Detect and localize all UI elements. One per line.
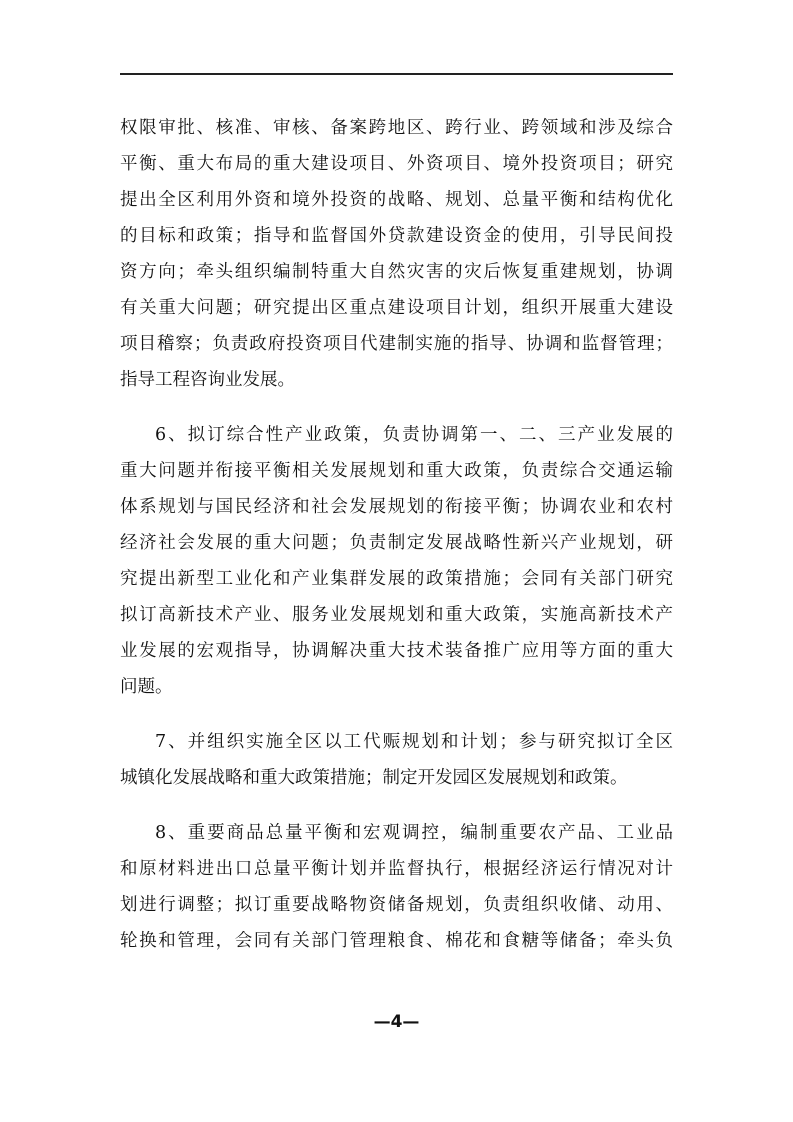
text-line: 究提出新型工业化和产业集群发展的政策措施；会同有关部门研究: [120, 569, 673, 589]
paragraph-continued: [120, 110, 673, 398]
text-line: 城镇化发展战略和重大政策措施；制定开发园区发展规划和政策。: [120, 768, 628, 788]
text-line: 7、并组织实施全区以工代赈规划和计划；参与研究拟订全区: [155, 732, 673, 752]
text-line: 有关重大问题；研究提出区重点建设项目计划，组织开展重大建设: [120, 298, 673, 318]
text-line: 体系规划与国民经济和社会发展规划的衔接平衡；协调农业和农村: [120, 497, 673, 517]
header-rule: [120, 73, 673, 75]
paragraph-item-8: [120, 815, 673, 959]
page-number: —4—: [373, 1012, 420, 1032]
text-line: 权限审批、核准、审核、备案跨地区、跨行业、跨领域和涉及综合: [120, 118, 673, 138]
text-line: 提出全区利用外资和境外投资的战略、规划、总量平衡和结构优化: [120, 190, 673, 210]
paragraph-item-7: [120, 724, 673, 796]
text-line: 轮换和管理，会同有关部门管理粮食、棉花和食糖等储备；牵头负: [120, 931, 673, 951]
text-line: 经济社会发展的重大问题；负责制定发展战略性新兴产业规划，研: [120, 533, 673, 553]
text-line: 平衡、重大布局的重大建设项目、外资项目、境外投资项目；研究: [120, 154, 673, 174]
text-line: 问题。: [120, 677, 173, 697]
text-line: 6、拟订综合性产业政策，负责协调第一、二、三产业发展的: [155, 425, 673, 445]
paragraph-item-6: [120, 417, 673, 705]
document-body: [120, 110, 673, 959]
text-line: 8、重要商品总量平衡和宏观调控，编制重要农产品、工业品: [155, 823, 673, 843]
text-line: 拟订高新技术产业、服务业发展规划和重大政策，实施高新技术产: [120, 605, 673, 625]
text-line: 和原材料进出口总量平衡计划并监督执行，根据经济运行情况对计: [120, 859, 673, 879]
text-line: 指导工程咨询业发展。: [120, 370, 295, 390]
text-line: 重大问题并衔接平衡相关发展规划和重大政策，负责综合交通运输: [120, 461, 673, 481]
text-line: 的目标和政策；指导和监督国外贷款建设资金的使用，引导民间投: [120, 226, 673, 246]
text-line: 资方向；牵头组织编制特重大自然灾害的灾后恢复重建规划，协调: [120, 262, 673, 282]
text-line: 项目稽察；负责政府投资项目代建制实施的指导、协调和监督管理；: [120, 334, 673, 354]
text-line: 业发展的宏观指导，协调解决重大技术装备推广应用等方面的重大: [120, 641, 673, 661]
text-line: 划进行调整；拟订重要战略物资储备规划，负责组织收储、动用、: [120, 895, 673, 915]
